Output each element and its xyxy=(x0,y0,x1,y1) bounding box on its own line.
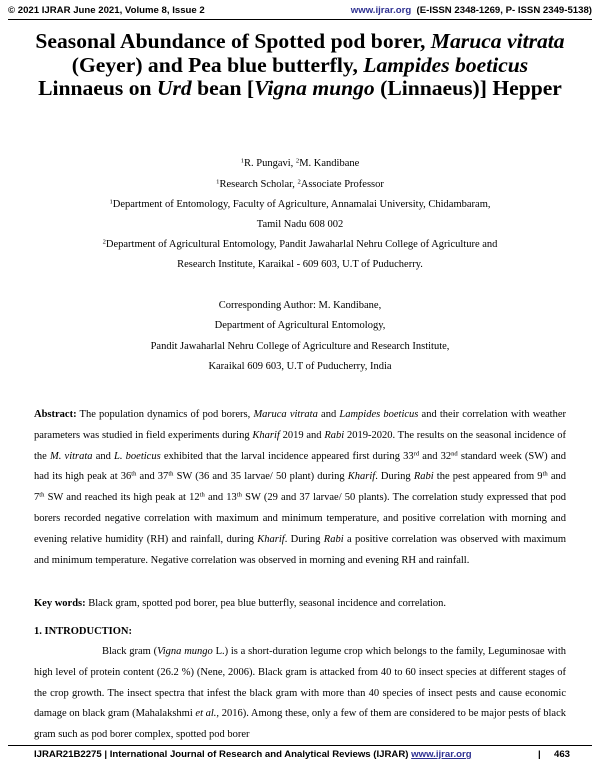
header-url-link[interactable]: www.ijrar.org xyxy=(350,5,412,16)
affiliation-2-cont: Research Institute, Karaikal - 609 603, U.T of Puducherry. xyxy=(177,259,423,270)
affiliation-1: $^1$Department of Entomology, Faculty of Agriculture, Annamalai University, Chidambaram, xyxy=(109,198,491,210)
running-footer xyxy=(34,748,570,762)
corresponding-dept: Department of Agricultural Entomology, xyxy=(214,320,386,331)
running-header xyxy=(8,4,592,18)
header-right xyxy=(351,5,592,16)
author-roles: $^1$Research Scholar, $^2$Associate Professor xyxy=(216,178,384,190)
footer-url-link[interactable]: www.ijrar.org xyxy=(411,749,472,760)
journal-issue-info: © 2021 IJRAR June 2021, Volume 8, Issue 2 xyxy=(8,5,205,16)
keywords-label: Key words: xyxy=(34,598,86,609)
introduction-paragraph: Black gram (Vigna mungo L.) is a short-duration legume crop which belongs to the family, Leguminosae with high level of protein content (26.2 %) (Nene, 2006). Black gram is attacked from 40 to 60 insect species at different stages of the crop growth. The insect spectra that infest the black gram with more than 40 species of insect pests and cause economic damage on black gram (Mahalakshmi et al., 2016). Among these, only a few of them are considered to be major pests of black gram such as pod borer complex, spotted pod borer xyxy=(34,646,567,741)
header-rule xyxy=(8,19,592,20)
corresponding-address: Karaikal 609 603, U.T of Puducherry, India xyxy=(208,361,392,372)
footer-rule xyxy=(8,745,592,746)
keywords: Key words: Black gram, spotted pod borer, pea blue butterfly, seasonal incidence and correlation. xyxy=(34,598,447,609)
corresponding-author: Corresponding Author: M. Kandibane, xyxy=(218,300,382,311)
author-names: $^1$R. Pungavi, $^2$M. Kandibane xyxy=(240,157,360,169)
corresponding-institute: Pandit Jawaharlal Nehru College of Agriculture and Research Institute, xyxy=(150,341,450,352)
footer-journal-info: IJRAR21B2275 | International Journal of Research and Analytical Reviews (IJRAR) www.ijrar.org xyxy=(34,749,472,760)
abstract-paragraph: Abstract: The population dynamics of pod borers, Maruca vitrata and Lampides boeticus and their correlation with weather parameters was studied in field experiments during Kharif 2019 and Rabi 2019-2020. The results on the seasonal incidence of the M. vitrata and L. boeticus exhibited that the larval incidence appeared first during 33rd and 32nd standard week (SW) and had its high peak at 36th and 37th SW (36 and 35 larvae/ 50 plant) during Kharif. During Rabi the pest appeared from 9th and 7th SW and reached its high peak at 12th and 13th SW (29 and 37 larvae/ 50 plants). The correlation study expressed that pod borers recorded negative correlation with maximum and minimum temperature, and positive correlation with morning and evening relative humidity (RH) and rainfall, during Kharif. During Rabi a positive correlation was observed with maximum and minimum temperature. Negative correlation was observed in morning and evening RH and rainfall. xyxy=(34,409,567,566)
affiliation-2: $^2$Department of Agricultural Entomology, Pandit Jawaharlal Nehru College of Agriculture and xyxy=(102,238,498,250)
issn-info: (E-ISSN 2348-1269, P- ISSN 2349-5138) xyxy=(416,5,592,16)
abstract-label: Abstract: xyxy=(34,409,77,420)
page-number: | 463 xyxy=(537,749,570,760)
paper-title: Seasonal Abundance of Spotted pod borer, Maruca vitrata (Geyer) and Pea blue butterfly, Lampides boeticus Linnaeus on Urd bean [Vigna mungo (Linnaeus)] Hepper xyxy=(35,29,565,100)
affiliation-1-cont: Tamil Nadu 608 002 xyxy=(256,219,344,230)
section-heading-introduction: 1. INTRODUCTION: xyxy=(34,626,133,637)
